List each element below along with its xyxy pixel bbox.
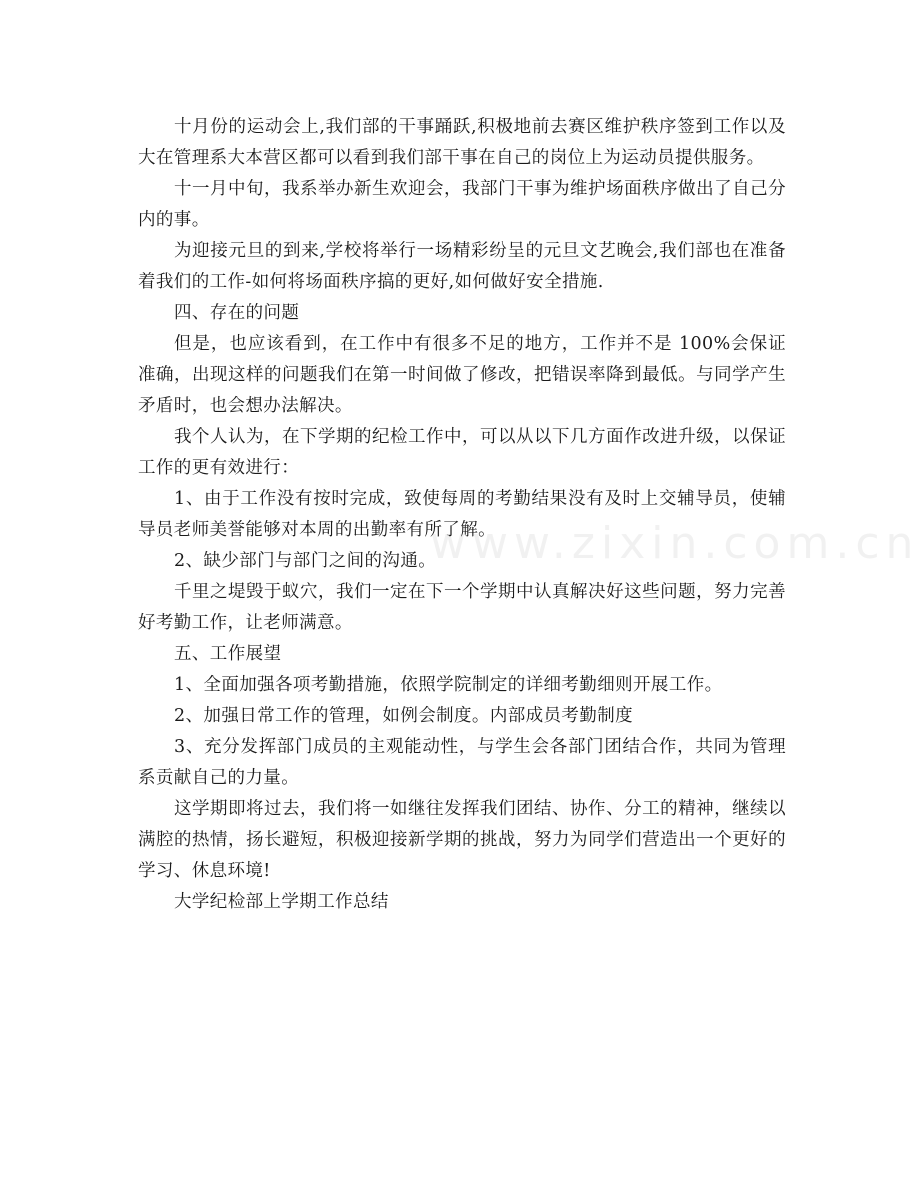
list-item-outlook-3: 3、充分发挥部门成员的主观能动性，与学生会各部门团结合作，共同为管理系贡献自己的力量。 <box>138 737 786 788</box>
document-title-footer: 大学纪检部上学期工作总结 <box>174 892 389 912</box>
paragraph-resolve: 千里之堤毁于蚁穴，我们一定在下一个学期中认真解决好这些问题，努力完善好考勤工作，让老师满意。 <box>138 582 786 633</box>
list-item-problem-1: 1、由于工作没有按时完成，致使每周的考勤结果没有及时上交辅导员，使辅导员老师美誉能够对本周的出勤率有所了解。 <box>138 489 786 540</box>
watermark-text: www.zixin.com.cn <box>430 518 920 569</box>
paragraph-welcome-party: 十一月中旬，我系举办新生欢迎会，我部门干事为维护场面秩序做出了自己分内的事。 <box>138 179 786 230</box>
section-heading-outlook: 五、工作展望 <box>174 644 282 664</box>
paragraph-new-year-gala: 为迎接元旦的到来,学校将举行一场精彩纷呈的元旦文艺晚会,我们部也在准备着我们的工作-如何将场面秩序搞的更好,如何做好安全措施. <box>138 241 786 292</box>
list-item-problem-2: 2、缺少部门与部门之间的沟通。 <box>174 551 437 571</box>
list-item-outlook-2: 2、加强日常工作的管理，如例会制度。内部成员考勤制度 <box>174 706 634 726</box>
paragraph-closing: 这学期即将过去，我们将一如继往发挥我们团结、协作、分工的精神，继续以满腔的热情，扬长避短，积极迎接新学期的挑战，努力为同学们营造出一个更好的学习、休息环境! <box>138 799 786 881</box>
section-heading-problems: 四、存在的问题 <box>174 303 300 323</box>
document-body <box>138 112 786 918</box>
paragraph-sports-meet: 十月份的运动会上,我们部的干事踊跃,积极地前去赛区维护秩序签到工作以及大在管理系大本营区都可以看到我们部干事在自己的岗位上为运动员提供服务。 <box>138 117 786 168</box>
paragraph-improvement-intro: 我个人认为，在下学期的纪检工作中，可以从以下几方面作改进升级，以保证工作的更有效进行： <box>138 427 786 478</box>
list-item-outlook-1: 1、全面加强各项考勤措施，依照学院制定的详细考勤细则开展工作。 <box>174 675 723 695</box>
paragraph-shortcomings: 但是，也应该看到，在工作中有很多不足的地方，工作并不是 100%会保证准确，出现这样的问题我们在第一时间做了修改，把错误率降到最低。与同学产生矛盾时，也会想办法解决。 <box>138 334 786 416</box>
